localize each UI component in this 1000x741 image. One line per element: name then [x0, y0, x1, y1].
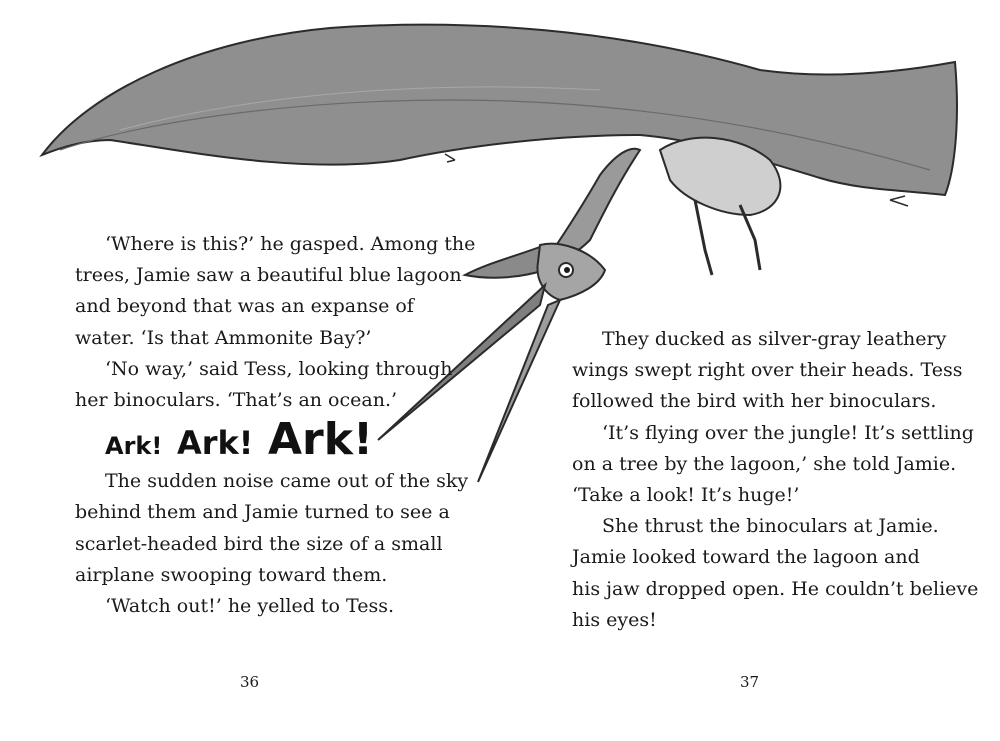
paragraph-line: She thrust the binoculars at Jamie.: [602, 515, 939, 538]
paragraph-line: They ducked as silver-gray leathery: [602, 328, 947, 350]
paragraph-line: his jaw dropped open. He couldn’t believe: [572, 577, 979, 600]
sound-effect: [105, 414, 435, 466]
paragraph-line: his eyes!: [572, 608, 657, 631]
paragraph-line: her binoculars. ‘That’s an ocean.’: [75, 389, 398, 412]
page-number: 37: [740, 673, 760, 691]
paragraph-line: ‘Watch out!’ he yelled to Tess.: [105, 595, 395, 618]
paragraph-line: ‘No way,’ said Tess, looking through: [105, 357, 453, 380]
paragraph-line: ‘Take a look! It’s huge!’: [572, 484, 800, 507]
page-number: 36: [240, 673, 260, 691]
paragraph-line: wings swept right over their heads. Tess: [572, 359, 963, 382]
paragraph-line: water. ‘Is that Ammonite Bay?’: [75, 326, 372, 349]
paragraph-line: ‘Where is this?’ he gasped. Among the: [105, 233, 476, 255]
right-page-text: [572, 324, 979, 636]
lower-beak: [478, 300, 560, 482]
paragraph-line: and beyond that was an expanse of: [75, 295, 414, 318]
wing: [42, 25, 957, 195]
sound-effect-word: Ark!: [176, 424, 254, 463]
paragraph-line: behind them and Jamie turned to see a: [75, 501, 450, 524]
paragraph-line: The sudden noise came out of the sky: [105, 470, 469, 493]
sound-effect-word: Ark!: [268, 414, 374, 466]
paragraph-line: Jamie looked toward the lagoon and: [572, 546, 920, 569]
paragraph-line: on a tree by the lagoon,’ she told Jamie.: [572, 452, 957, 475]
paragraph-line: airplane swooping toward them.: [75, 563, 388, 586]
paragraph-line: followed the bird with her binoculars.: [572, 390, 937, 413]
paragraph-line: trees, Jamie saw a beautiful blue lagoon: [75, 264, 462, 287]
left-page-text: [75, 229, 476, 622]
paragraph-line: scarlet-headed bird the size of a small: [75, 532, 443, 555]
paragraph-line: ‘It’s flying over the jungle! It’s settling: [602, 421, 974, 444]
sound-effect-word: Ark!: [105, 432, 163, 461]
